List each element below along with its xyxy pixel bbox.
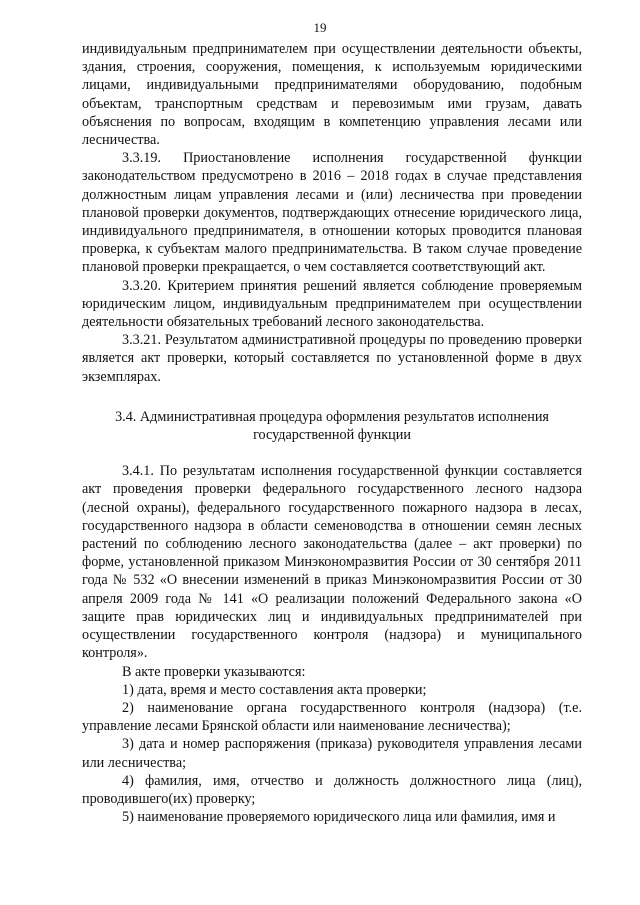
paragraph-3-3-21: 3.3.21. Результатом административной процедуры по проведению проверки является акт проверки, который составляется по установленной форме в двух экземплярах. — [82, 332, 582, 385]
section-title-3-4: 3.4. Административная процедура оформления результатов исполнения государственной функции — [115, 408, 549, 444]
paragraph-3-3-19: 3.3.19. Приостановление исполнения государственной функции законодательством предусмотрено в 2016 – 2018 годах в случае представления должностным лицам управления лесами и (или) лесничества при проведении плановой проверки документов, подтверждающих отнесение юридического лица, индивидуального предпринимателя, в отношении которых проводится плановая проверка, к субъектам малого предпринимательства. В таком случае проведение плановой проверки прекращается, о чем составляется соответствующий акт. — [82, 150, 582, 276]
paragraph-act-contents-intro: В акте проверки указываются: — [122, 663, 306, 680]
list-item-4: 4) фамилия, имя, отчество и должность должностного лица (лиц), проводившего(их) проверку; — [82, 772, 582, 807]
list-item-2: 2) наименование органа государственного контроля (надзора) (т.е. управление лесами Брянской области или наименование лесничества); — [82, 699, 582, 735]
page-number: 19 — [313, 20, 327, 35]
list-item-1: 1) дата, время и место составления акта проверки; — [122, 681, 427, 698]
paragraph-continuation: индивидуальным предпринимателем при осуществлении деятельности объекты, здания, строения, сооружения, помещения, к используемым юридическими лицами, индивидуальными предпринимателями оборудованию, подобным объектам, транспортным средствам и перевозимым ими грузам, давать объяснения по вопросам, входящим в компетенцию управления лесами или лесничества. — [82, 41, 582, 149]
paragraph-3-4-1: 3.4.1. По результатам исполнения государственной функции составляется акт проведения проверки федерального государственного лесного надзора (лесной охраны), федерального государственного пожарного надзора в лесах, государственного надзора в области семеноводства в отношении семян лесных растений по соблюдению лесного законодательства (далее – акт проверки) по форме, установленной приказом Минэкономразвития России от 30 сентября 2011 года № 532 «О внесении изменений в приказ Минэкономразвития России от 30 апреля 2009 года № 141 «О реализации положений Федерального закона «О защите прав юридических лиц и индивидуальных предпринимателей при осуществлении государственного контроля (надзора) и муниципального контроля». — [82, 463, 582, 662]
paragraph-3-3-20: 3.3.20. Критерием принятия решений является соблюдение проверяемым юридическим лицом, индивидуальным предпринимателем при осуществлении деятельности обязательных требований лесного законодательства. — [82, 277, 582, 331]
document-body — [82, 40, 582, 826]
list-item-3: 3) дата и номер распоряжения (приказа) руководителя управления лесами или лесничества; — [82, 736, 582, 771]
list-item-5: 5) наименование проверяемого юридического лица или фамилия, имя и — [122, 809, 556, 826]
